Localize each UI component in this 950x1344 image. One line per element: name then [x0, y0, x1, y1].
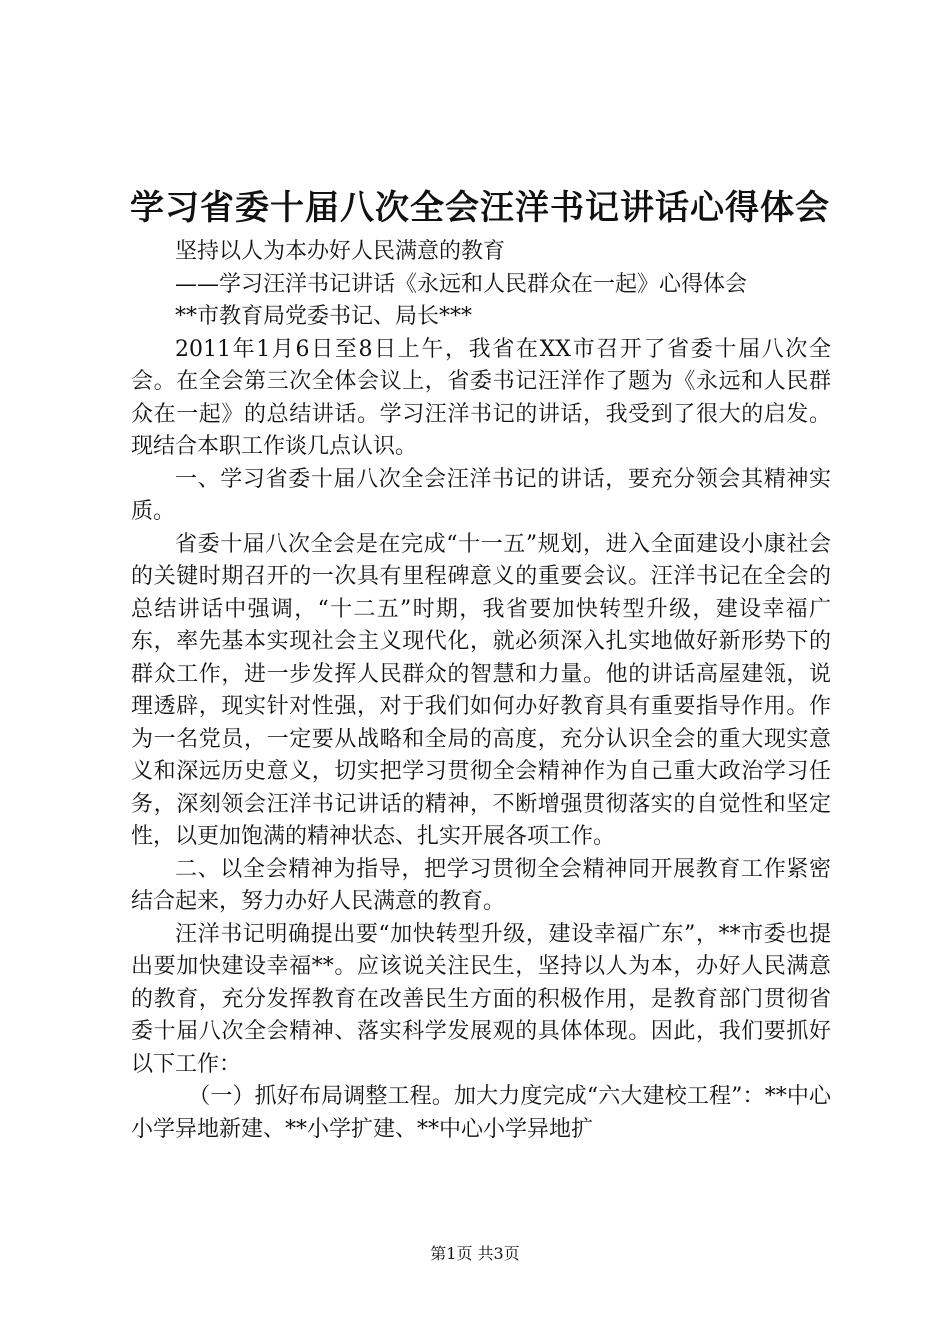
page-number: 第1页 共3页	[430, 1244, 520, 1263]
subtitle-line-paragraph: ——学习汪洋书记讲话《永远和人民群众在一起》心得体会	[175, 271, 748, 297]
author-paragraph: **市教育局党委书记、局长***	[175, 304, 473, 329]
section-heading-1: 一、学习省委十届八次全会汪洋书记的讲话，要充分领会其精神实质。	[131, 466, 831, 524]
body-paragraph: 省委十届八次全会是在完成“十一五”规划，进入全面建设小康社会的关键时期召开的一次具有里程碑意义的重要会议。汪洋书记在全会的总结讲话中强调，“十二五”时期，我省要加快转型升级，建设幸福广东，率先基本实现社会主义现代化，就必须深入扎实地做好新形势下的群众工作，进一步发挥人民群众的智慧和力量。他的讲话高屋建瓴，说理透辟，现实针对性强，对于我们如何办好教育具有重要指导作用。作为一名党员，一定要从战略和全局的高度，充分认识全会的重大现实意义和深远历史意义，切实把学习贯彻全会精神作为自己重大政治学习任务，深刻领会汪洋书记讲话的精神，不断增强贯彻落实的自觉性和坚定性，以更加饱满的精神状态、扎实开展各项工作。	[131, 531, 831, 849]
subtitle-paragraph: 坚持以人为本办好人民满意的教育	[175, 239, 506, 264]
body-paragraph: 汪洋书记明确提出要“加快转型升级，建设幸福广东”，**市委也提出要加快建设幸福**。应该说关注民生，坚持以人为本，办好人民满意的教育，充分发挥教育在改善民生方面的积极作用，是教育部门贯彻省委十届八次全会精神、落实科学发展观的具体体现。因此，我们要抓好以下工作：	[131, 921, 831, 1077]
section-heading-2: 二、以全会精神为指导，把学习贯彻全会精神同开展教育工作紧密结合起来，努力办好人民满意的教育。	[131, 856, 831, 914]
document-title: 学习省委十届八次全会汪洋书记讲话心得体会	[130, 188, 830, 228]
subsection-paragraph: （一）抓好布局调整工程。加大力度完成“六大建校工程”：**中心小学异地新建、**小学扩建、**中心小学异地扩	[131, 1084, 831, 1142]
intro-paragraph: 2011年1月6日至8日上午，我省在XX市召开了省委十届八次全会。在全会第三次全体会议上，省委书记汪洋作了题为《永远和人民群众在一起》的总结讲话。学习汪洋书记的讲话，我受到了很大的启发。现结合本职工作谈几点认识。	[131, 336, 831, 459]
document-body	[131, 236, 831, 1146]
